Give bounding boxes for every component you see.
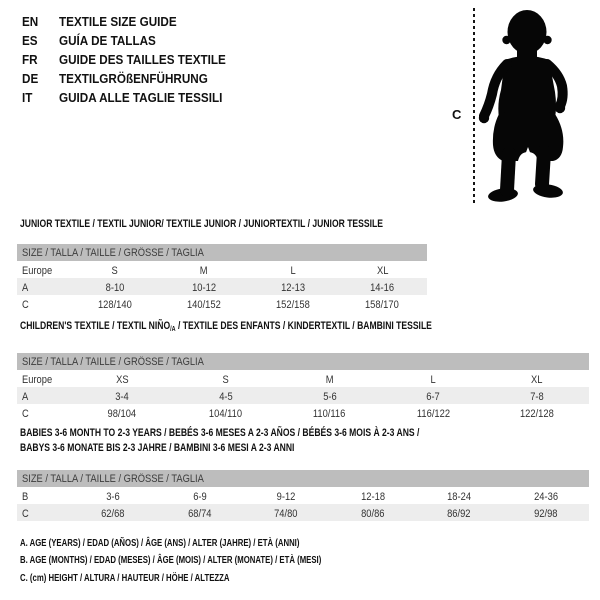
baby-silhouette-icon: [478, 6, 580, 208]
table-cell-text: 6-9: [192, 490, 207, 503]
table-row: [17, 404, 589, 421]
table-title-text: BABYS 3-6 MONATE BIS 2-3 JAHRE / BAMBINI 3-6 MESI A 2-3 ANNI: [20, 442, 295, 454]
table-cell-text: 74/80: [274, 507, 298, 520]
row-label-text: Europe: [22, 373, 53, 386]
table-cell: [249, 295, 338, 313]
table-cell: [278, 370, 382, 388]
table-cell-text: XL: [376, 264, 389, 277]
table-cell: [174, 387, 278, 405]
table-cell-text: 12-18: [360, 490, 385, 503]
row-label: [17, 295, 70, 313]
table-cell-text: 12-13: [281, 281, 306, 294]
table-cell-text: 62/68: [101, 507, 125, 520]
table-cell: [70, 387, 174, 405]
lang-label: TEXTILE SIZE GUIDE: [59, 14, 177, 29]
table-cell-text: 116/122: [416, 407, 450, 420]
table-cell: [70, 261, 159, 279]
table-cell: [70, 404, 174, 422]
table-cell-text: 14-16: [370, 281, 395, 294]
table-cell: [174, 370, 278, 388]
row-label-text: C: [22, 507, 29, 520]
table-cell: [159, 278, 248, 296]
lang-label: GUÍA DE TALLAS: [59, 33, 156, 48]
table-body: [17, 261, 427, 312]
table-cell: [278, 387, 382, 405]
table-cell: [416, 487, 503, 505]
row-label: [17, 487, 70, 505]
table-row: [17, 261, 427, 278]
lang-code: IT: [22, 89, 33, 105]
table-header-text: SIZE / TALLA / TAILLE / GRÖSSE / TAGLIA: [22, 355, 204, 368]
table-cell-text: 5-6: [322, 390, 337, 403]
table-cell-text: 3-6: [106, 490, 121, 503]
table-cell: [278, 404, 382, 422]
table-cell-text: L: [290, 264, 296, 277]
row-label: [17, 261, 70, 279]
table-cell-text: 152/158: [276, 298, 311, 311]
table-cell: [243, 487, 330, 505]
table-cell: [159, 295, 248, 313]
table-cell: [416, 504, 503, 522]
table-cell-text: 3-4: [115, 390, 129, 403]
table-cell-text: S: [111, 264, 118, 277]
table-cell-text: 122/128: [520, 407, 554, 420]
row-label: [17, 387, 70, 405]
table-cell: [70, 370, 174, 388]
table-cell-text: 9-12: [276, 490, 296, 503]
table-cell: [485, 404, 589, 422]
table-cell-text: 86/92: [447, 507, 471, 520]
table-cell-text: 10-12: [191, 281, 216, 294]
table-cell: [174, 404, 278, 422]
table-cell: [381, 387, 485, 405]
table-title: [20, 216, 427, 231]
lang-code: ES: [22, 32, 38, 48]
table-cell-text: XL: [531, 373, 543, 386]
row-label: [17, 404, 70, 422]
row-label: [17, 504, 70, 522]
row-label: [17, 278, 70, 296]
lang-row-it: [22, 88, 244, 107]
table-cell-text: 158/170: [365, 298, 400, 311]
table-cell-text: 80/86: [361, 507, 385, 520]
table-row: [17, 295, 427, 312]
row-label-text: B: [22, 490, 29, 503]
table-row: [17, 504, 589, 521]
nino-a-subscript: /A: [170, 326, 176, 333]
language-list: [22, 12, 244, 107]
table-row: [17, 370, 589, 387]
height-measure-label: C: [452, 107, 462, 122]
table-cell-text: 18-24: [447, 490, 472, 503]
lang-label: GUIDA ALLE TAGLIE TESSILI: [59, 90, 223, 105]
table-cell: [485, 387, 589, 405]
table-cell-text: 104/110: [209, 407, 243, 420]
table-cell-text: 6-7: [426, 390, 441, 403]
table-title: [20, 318, 589, 337]
height-measure-line: [473, 8, 475, 205]
table-row: [17, 487, 589, 504]
lang-row-fr: [22, 50, 244, 69]
footnote-c: C. (cm) HEIGHT / ALTURA / HAUTEUR / HÖHE / ALTEZZA: [20, 571, 230, 584]
table-cell-text: 24-36: [533, 490, 558, 503]
table-cell: [503, 504, 590, 522]
table-cell-text: XS: [115, 373, 129, 386]
table-header-text: SIZE / TALLA / TAILLE / GRÖSSE / TAGLIA: [22, 472, 204, 485]
table-cell: [338, 295, 427, 313]
lang-code: FR: [22, 51, 38, 67]
lang-label: TEXTILGRÖßENFÜHRUNG: [59, 71, 208, 86]
table-cell: [330, 487, 417, 505]
lang-code: DE: [22, 70, 39, 86]
table-title-text: JUNIOR TEXTILE / TEXTIL JUNIOR/ TEXTILE JUNIOR / JUNIORTEXTIL / JUNIOR TESSILE: [20, 218, 383, 230]
row-label-text: C: [22, 298, 29, 311]
table-title-text: CHILDREN'S TEXTILE / TEXTIL $NIÑO_{/A}$ / TEXTILE DES ENFANTS / KINDERTEXTIL / BAMBINI TESSILE: [20, 320, 432, 333]
table-cell: [70, 487, 157, 505]
table-cell-text: 98/104: [107, 407, 137, 420]
table-cell: [503, 487, 590, 505]
lang-code: EN: [22, 13, 39, 29]
row-label-text: A: [22, 281, 29, 294]
table-cell: [381, 370, 485, 388]
table-title-text: BABIES 3-6 MONTH TO 2-3 YEARS / BEBÉS 3-6 MESES A 2-3 AÑOS / BÉBÉS 3-6 MOIS À 2-3 ANS /: [20, 427, 420, 439]
lang-row-en: [22, 12, 244, 31]
lang-label: GUIDE DES TAILLES TEXTILE: [59, 52, 226, 67]
table-row: [17, 387, 589, 404]
table-header-bar: [17, 244, 427, 261]
table-cell-text: 7-8: [530, 390, 544, 403]
table-cell: [249, 261, 338, 279]
table-cell: [243, 504, 330, 522]
table-cell: [157, 487, 244, 505]
size-table-babies: [17, 425, 589, 521]
table-cell-text: L: [430, 373, 436, 386]
table-header-bar: [17, 353, 589, 370]
table-cell: [338, 278, 427, 296]
table-cell-text: 110/116: [313, 407, 346, 420]
table-cell: [70, 295, 159, 313]
footnotes: [20, 534, 427, 587]
table-cell-text: M: [199, 264, 208, 277]
table-cell: [338, 261, 427, 279]
lang-row-de: [22, 69, 244, 88]
table-row: [17, 278, 427, 295]
size-table-junior: [17, 216, 427, 312]
table-cell: [70, 278, 159, 296]
table-cell: [157, 504, 244, 522]
table-header-text: SIZE / TALLA / TAILLE / GRÖSSE / TAGLIA: [22, 246, 204, 259]
table-cell-text: 4-5: [218, 390, 233, 403]
table-body: [17, 370, 589, 421]
row-label-text: A: [22, 390, 29, 403]
table-cell-text: M: [325, 373, 334, 386]
table-cell-text: 8-10: [105, 281, 124, 294]
table-cell: [159, 261, 248, 279]
footnote-a: A. AGE (YEARS) / EDAD (AÑOS) / ÂGE (ANS) / ALTER (JAHRE) / ETÀ (ANNI): [20, 536, 300, 549]
table-cell: [70, 504, 157, 522]
footnote-b: B. AGE (MONTHS) / EDAD (MESES) / ÂGE (MOIS) / ALTER (MONATE) / ETÀ (MESI): [20, 554, 322, 567]
table-cell-text: S: [222, 373, 229, 386]
row-label: [17, 370, 70, 388]
table-header-bar: [17, 470, 589, 487]
table-body: [17, 487, 589, 521]
table-cell-text: 140/152: [186, 298, 221, 311]
table-cell-text: 68/74: [188, 507, 212, 520]
table-cell: [249, 278, 338, 296]
table-cell: [330, 504, 417, 522]
row-label-text: Europe: [22, 264, 53, 277]
table-cell-text: 128/140: [97, 298, 132, 311]
lang-row-es: [22, 31, 244, 50]
table-cell: [485, 370, 589, 388]
table-title: [20, 425, 589, 455]
table-cell-text: 92/98: [534, 507, 558, 520]
table-cell: [381, 404, 485, 422]
size-table-children: [17, 318, 589, 421]
row-label-text: C: [22, 407, 29, 420]
